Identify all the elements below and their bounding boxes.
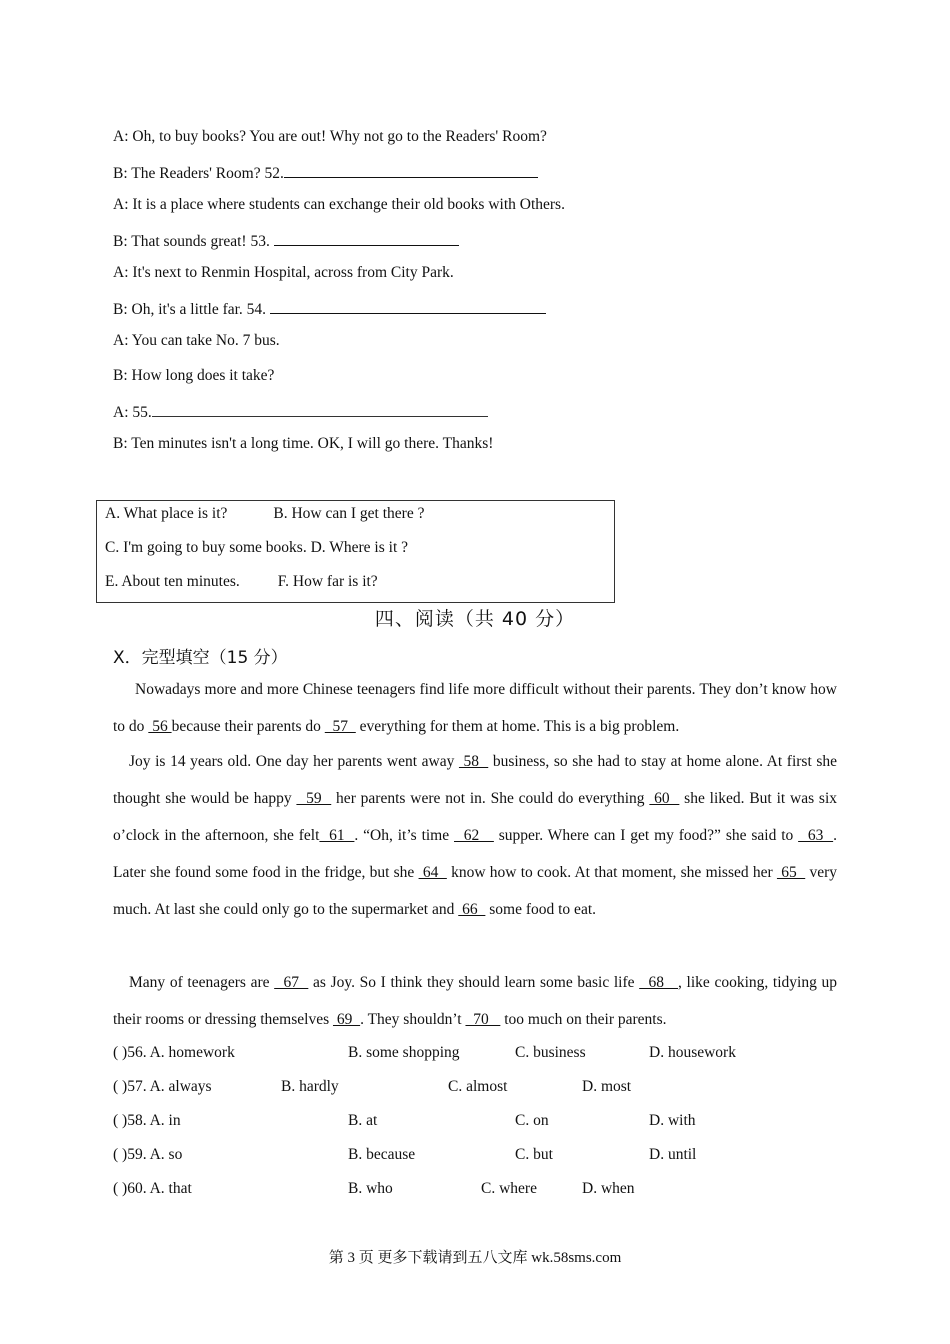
- blank-number: 61: [319, 827, 355, 844]
- answer-blank[interactable]: [274, 229, 459, 246]
- blank-number: 59: [296, 790, 332, 807]
- passage-text: . “Oh, it’s time: [354, 827, 454, 844]
- dialogue-line: [113, 400, 488, 423]
- question-stem: ( )59. A. so: [113, 1146, 183, 1163]
- passage-text: she liked. But it was six o’clock in the afternoon, she felt: [113, 790, 838, 844]
- passage-text: too much on their parents.: [500, 1011, 667, 1028]
- passage-text: Many of teenagers are: [129, 974, 275, 991]
- passage-paragraph-3: [113, 964, 837, 1038]
- answer-blank[interactable]: [270, 297, 546, 314]
- blank-number: 69: [332, 1011, 361, 1028]
- question-stem: ( )57. A. always: [113, 1078, 212, 1095]
- section-subtitle: X．完型填空（15 分）: [113, 648, 288, 668]
- choice-c: C. business: [515, 1044, 586, 1061]
- passage-text: Joy is 14 years old. One day her parents went away: [129, 753, 459, 770]
- passage-text: , like cooking, tidying up their rooms or dressing themselves: [113, 974, 838, 1028]
- passage-text: some food to eat.: [485, 901, 597, 918]
- blank-number: 68: [639, 974, 679, 991]
- dialogue-text: B: That sounds great! 53.: [113, 233, 274, 250]
- answer-blank[interactable]: [152, 400, 488, 417]
- option-row: C. I'm going to buy some books. D. Where is it ?: [105, 539, 409, 556]
- blank-number: 66: [458, 901, 486, 918]
- passage-text: know how to cook. At that moment, she missed her: [446, 864, 777, 881]
- choice-b: B. at: [348, 1112, 378, 1129]
- dialogue-line: B: Ten minutes isn't a long time. OK, I will go there. Thanks!: [113, 435, 494, 452]
- dialogue-text: A: 55.: [113, 404, 152, 421]
- passage-paragraph-1: [113, 671, 837, 745]
- dialogue-text: B: Oh, it's a little far. 54.: [113, 301, 270, 318]
- blank-number: 65: [776, 864, 806, 881]
- blank-number: 57: [324, 718, 356, 735]
- question-stem: ( )56. A. homework: [113, 1044, 235, 1061]
- dialogue-text: B: The Readers' Room? 52.: [113, 165, 284, 182]
- passage-text: because their parents do: [171, 718, 325, 735]
- dialogue-line: [113, 161, 538, 184]
- choice-d: D. until: [649, 1146, 697, 1163]
- answer-blank[interactable]: [284, 161, 538, 178]
- passage-text: supper. Where can I get my food?” she said to: [493, 827, 799, 844]
- question-stem: ( )58. A. in: [113, 1112, 181, 1129]
- dialogue-line: A: Oh, to buy books? You are out! Why not go to the Readers' Room?: [113, 128, 547, 145]
- choice-d: D. when: [582, 1180, 635, 1197]
- choice-d: D. housework: [649, 1044, 736, 1061]
- choice-d: D. with: [649, 1112, 696, 1129]
- choice-c: C. but: [515, 1146, 553, 1163]
- dialogue-line: [113, 297, 546, 320]
- blank-number: 60: [649, 790, 680, 807]
- page-footer: 第 3 页 更多下载请到五八文库 wk.58sms.com: [328, 1250, 622, 1266]
- blank-number: 62: [454, 827, 494, 844]
- choice-c: C. almost: [448, 1078, 508, 1095]
- section-title: 四、阅读（共 40 分）: [374, 608, 576, 630]
- choice-b: B. hardly: [281, 1078, 339, 1095]
- passage-text: everything for them at home. This is a big problem.: [355, 718, 680, 735]
- choice-d: D. most: [582, 1078, 632, 1095]
- option-e: E. About ten minutes.: [105, 573, 240, 590]
- option-row: [105, 505, 424, 523]
- options-box: [96, 500, 615, 603]
- blank-number: 58: [458, 753, 489, 770]
- passage-paragraph-2: [113, 743, 837, 928]
- choice-b: B. who: [348, 1180, 393, 1197]
- choice-b: B. some shopping: [348, 1044, 460, 1061]
- option-a: A. What place is it?: [105, 505, 228, 522]
- passage-text: . They shouldn’t: [360, 1011, 466, 1028]
- choice-c: C. where: [481, 1180, 537, 1197]
- option-row: [105, 573, 378, 591]
- blank-number: 64: [418, 864, 447, 881]
- choice-b: B. because: [348, 1146, 416, 1163]
- blank-number: 67: [274, 974, 309, 991]
- choice-c: C. on: [515, 1112, 549, 1129]
- option-b: B. How can I get there ?: [273, 505, 425, 522]
- option-f: F. How far is it?: [277, 573, 378, 590]
- passage-text: as Joy. So I think they should learn some basic life: [308, 974, 640, 991]
- dialogue-line: B: How long does it take?: [113, 367, 275, 384]
- dialogue-line: A: It's next to Renmin Hospital, across from City Park.: [113, 264, 454, 281]
- passage-text: her parents were not in. She could do everything: [331, 790, 650, 807]
- question-stem: ( )60. A. that: [113, 1180, 192, 1197]
- passage-text: very much. At last she could only go to the supermarket and: [113, 864, 838, 918]
- dialogue-line: [113, 229, 459, 252]
- passage-text: business, so she had to stay at home alone. At first she thought she would be happy: [113, 753, 838, 807]
- dialogue-line: A: It is a place where students can exchange their old books with Others.: [113, 196, 565, 213]
- passage-text: . Later she found some food in the fridge, but she: [113, 827, 837, 881]
- blank-number: 56: [148, 718, 172, 735]
- passage-text: Nowadays more and more Chinese teenagers find life more difficult without their parents. They don’t know how to do: [113, 681, 837, 735]
- blank-number: 70: [465, 1011, 501, 1028]
- dialogue-line: A: You can take No. 7 bus.: [113, 332, 280, 349]
- blank-number: 63: [798, 827, 834, 844]
